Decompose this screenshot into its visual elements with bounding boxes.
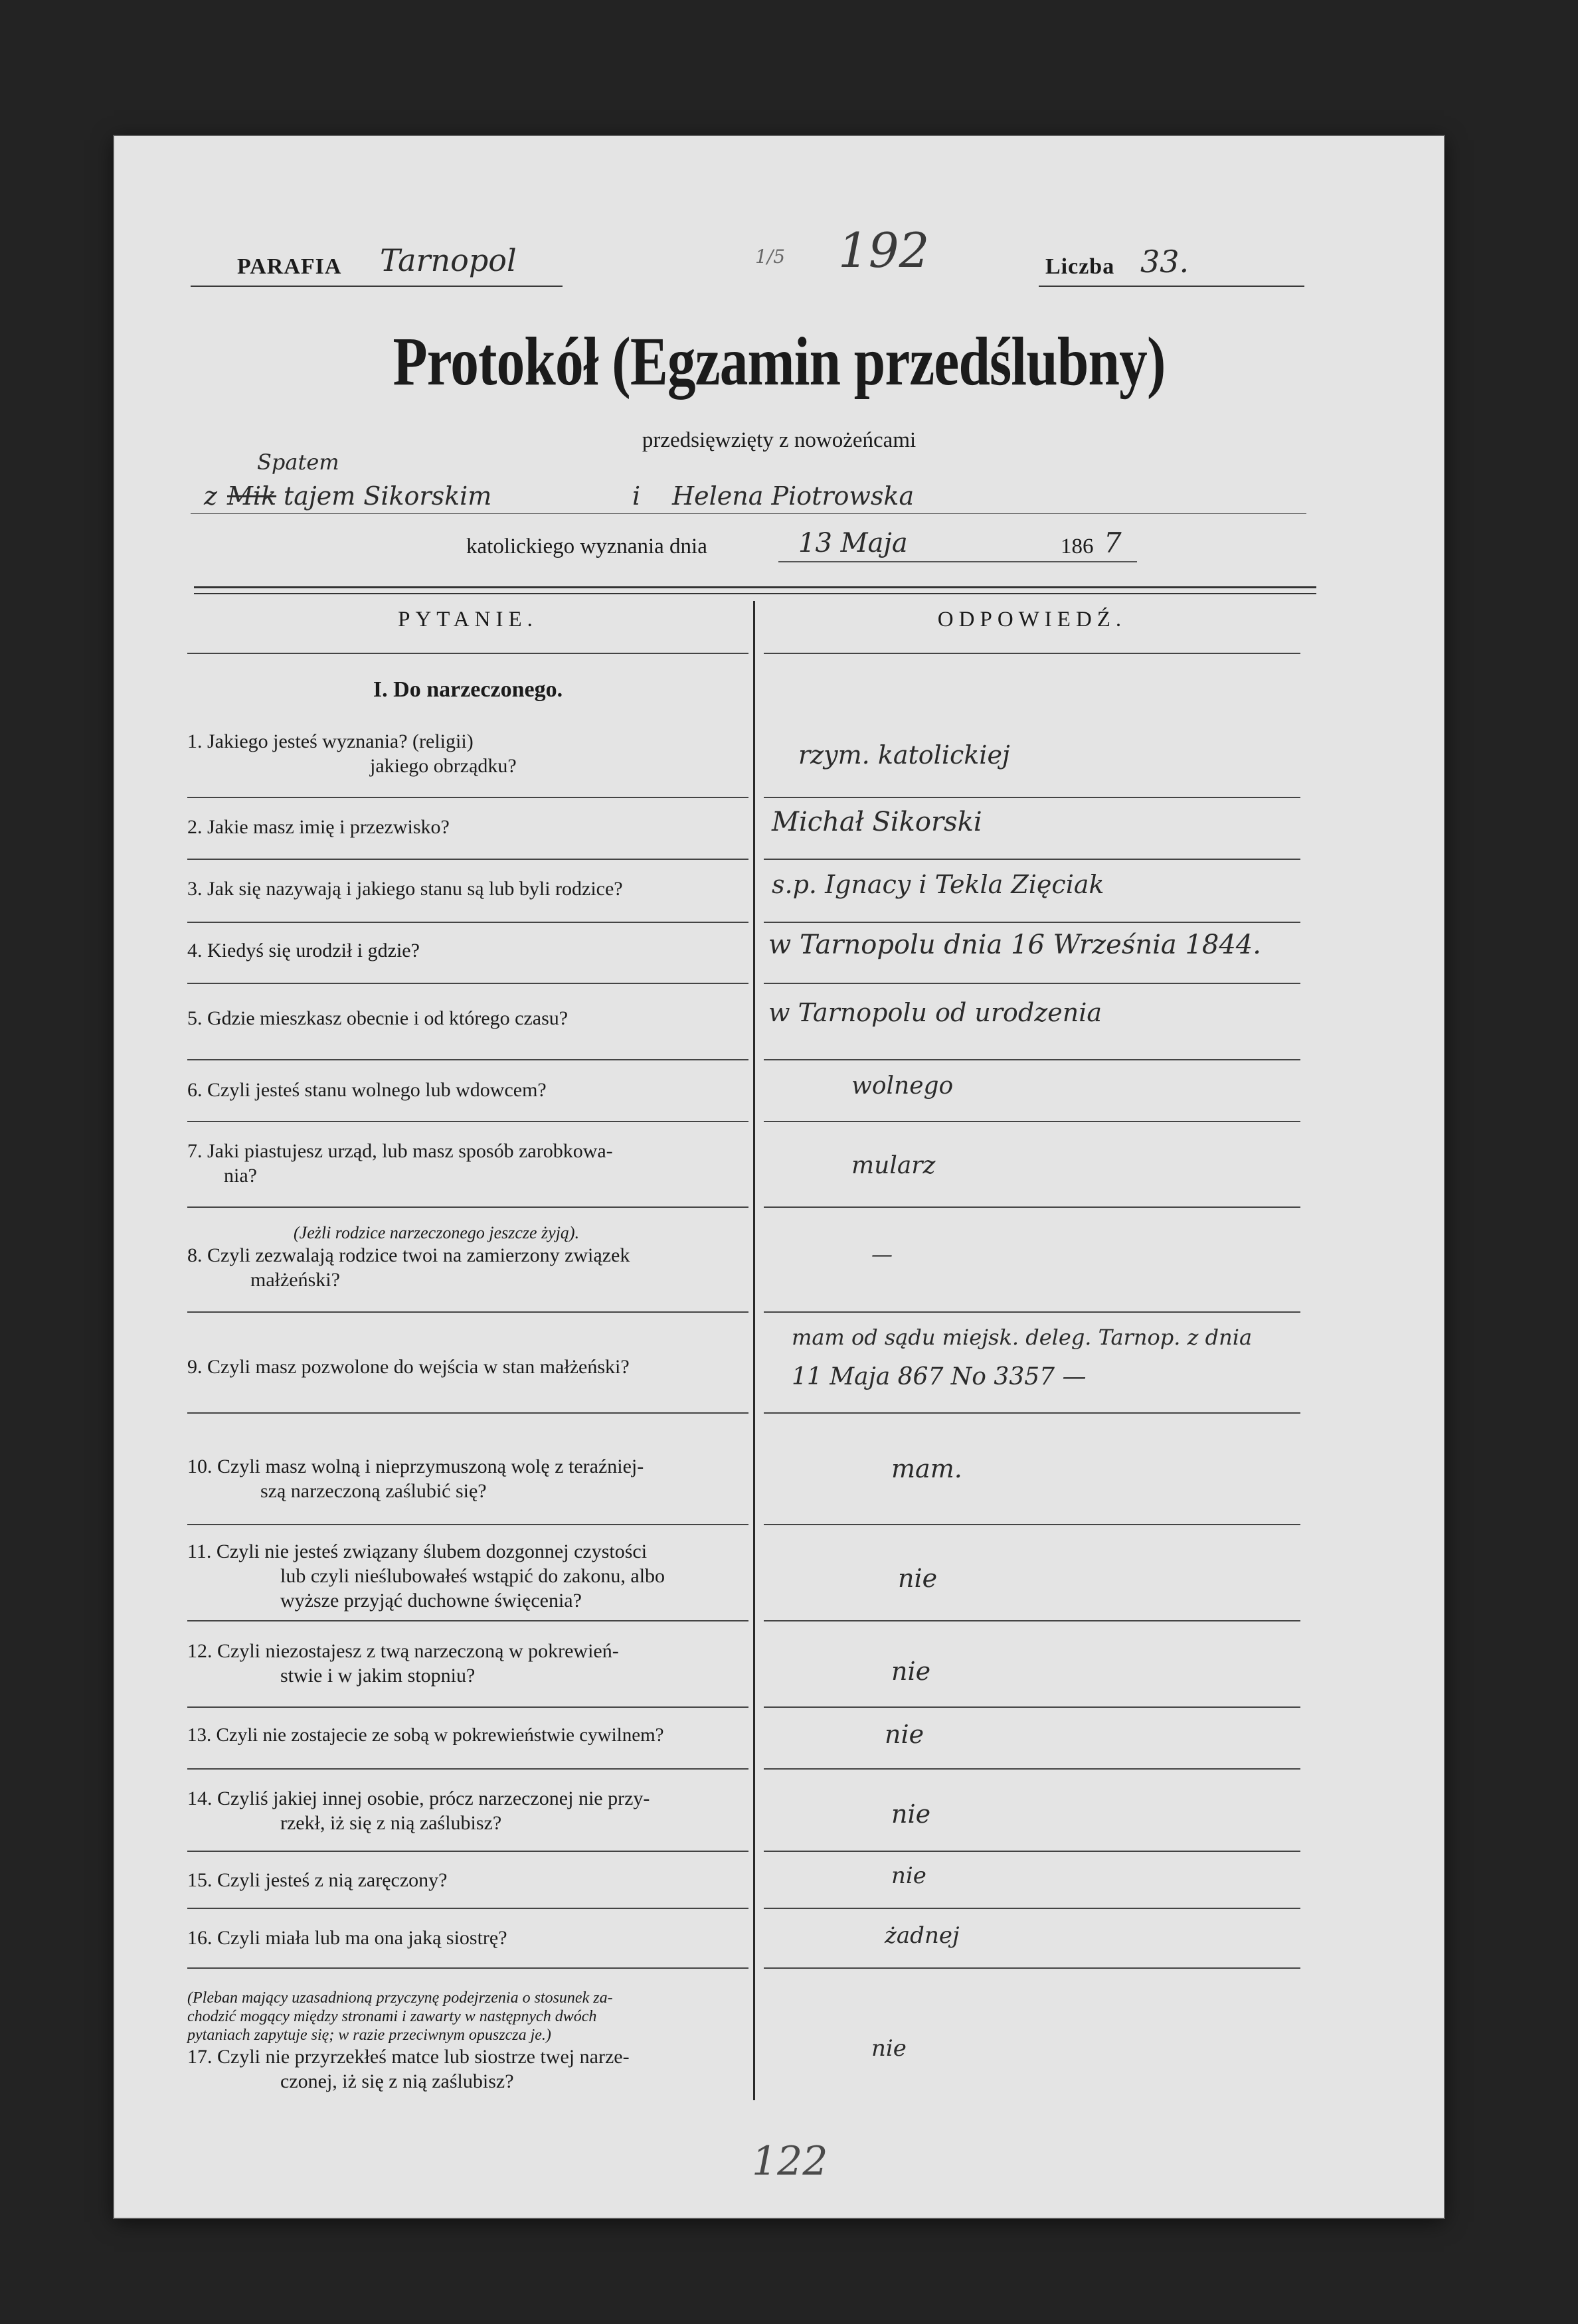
row-divider [187,1768,748,1770]
question-7-text-cont: nia? [224,1165,257,1187]
question-4 [187,938,745,963]
archive-number: 192 [838,222,930,278]
row-divider [764,1311,1300,1313]
liczba-underline [1039,286,1304,287]
footer-page-mark: 122 [752,2138,828,2185]
question-14-text: 14. Czyliś jakiej innej osobie, prócz narzeczonej nie przy- [187,1787,650,1809]
question-5-text: 5. Gdzie mieszkasz obecnie i od którego czasu? [187,1007,569,1029]
row-divider [187,1206,748,1208]
question-7-text: 7. Jaki piastujesz urząd, lub masz sposób zarobkowa- [187,1140,613,1162]
question-14-text-cont: rzekł, iż się z nią zaślubisz? [280,1812,502,1834]
document-title: Protokół (Egzamin przedślubny) [393,323,1166,400]
groom-name-struck: Mik [227,481,277,511]
row-divider [187,1524,748,1525]
answer-8: — [871,1242,893,1267]
row-divider [764,1851,1300,1852]
question-8-note: (Jeżli rodzice narzeczonego jeszcze żyją). [294,1223,580,1242]
question-11-text-cont2: wyższe przyjąć duchowne święcenia? [280,1590,582,1612]
row-divider [764,1524,1300,1525]
liczba-label: Liczba [1045,254,1115,279]
question-8-text-cont: małżeński? [250,1269,340,1291]
question-17-note: (Pleban mający uzasadnioną przyczynę podejrzenia o stosunek za- [187,1989,613,2007]
couple-underline [191,513,1306,514]
question-2-text: 2. Jakie masz imię i przezwisko? [187,816,450,838]
row-divider [764,1908,1300,1909]
column-separator [753,601,755,2100]
couple-conjunction: i [632,481,641,511]
question-15 [187,1868,745,1892]
answer-16: żadnej [885,1922,960,1949]
answer-10: mam. [891,1454,962,1483]
date-underline [778,561,1137,562]
section-title: I. Do narzeczonego. [373,677,563,702]
row-divider [764,1967,1300,1969]
question-7 [187,1139,745,1188]
row-divider [187,1059,748,1060]
question-9 [187,1355,745,1379]
question-12-text-cont: stwie i w jakim stopniu? [280,1665,476,1687]
top-rule-second [194,593,1316,594]
question-17-text: 17. Czyli nie przyrzekłeś matce lub siostrze twej narze- [187,2046,630,2068]
question-6-text: 6. Czyli jesteś stanu wolnego lub wdowcem? [187,1079,547,1101]
answer-3: s.p. Ignacy i Tekla Zięciak [772,870,1104,899]
answer-17: nie [871,2035,907,2062]
date-line-label: katolickiego wyznania dnia [466,535,707,558]
row-divider [187,1908,748,1909]
question-10 [187,1454,745,1503]
answer-1: rzym. katolickiej [798,740,1010,770]
answer-6: wolnego [851,1072,954,1100]
date-day-month: 13 Maja [798,528,908,558]
parafia-label: PARAFIA [237,254,342,279]
answer-9: mam od sądu miejsk. deleg. Tarnop. z dnia [792,1325,1253,1350]
row-divider [764,1768,1300,1770]
answer-column-header: ODPOWIEDŹ. [937,608,1127,631]
row-divider [187,1121,748,1122]
answer-7: mularz [851,1152,936,1179]
answer-15: nie [891,1863,926,1889]
answer-9-line-2: 11 Maja 867 No 3357 — [792,1363,1087,1390]
bride-name: Helena Piotrowska [672,481,915,511]
row-divider [764,983,1300,984]
question-17-text-cont: czonej, iż się z nią zaślubisz? [280,2070,514,2092]
question-8-text: 8. Czyli zezwalają rodzice twoi na zamierzony związek [187,1244,630,1266]
question-16-text: 16. Czyli miała lub ma ona jaką siostrę? [187,1927,507,1949]
row-divider [764,1706,1300,1708]
row-divider [187,1967,748,1969]
couple-prefix: z [204,481,218,511]
row-divider [764,1620,1300,1621]
question-13-text: 13. Czyli nie zostajecie ze sobą w pokrewieństwie cywilnem? [187,1724,664,1746]
header-divider-left [187,653,748,654]
row-divider [764,1412,1300,1414]
answer-12: nie [891,1657,931,1686]
date-year-handwritten: 7 [1104,527,1122,559]
row-divider [764,922,1300,923]
groom-name-insertion: Spatem [257,450,339,475]
question-2 [187,815,745,839]
question-5 [187,1006,745,1031]
question-1 [187,729,745,778]
question-11-text: 11. Czyli nie jesteś związany ślubem dozgonnej czystości [187,1540,648,1562]
row-divider [187,922,748,923]
question-1-text-cont: jakiego obrządku? [370,755,517,777]
question-4-text: 4. Kiedyś się urodził i gdzie? [187,940,420,961]
question-3-text: 3. Jak się nazywają i jakiego stanu są lub byli rodzice? [187,878,623,900]
question-column-header: PYTANIE. [398,608,538,631]
row-divider [187,1412,748,1414]
question-6 [187,1078,745,1102]
small-mark: 1/5 [755,246,786,268]
answer-5: w Tarnopolu od urodzenia [768,998,1102,1027]
question-1-text: 1. Jakiego jesteś wyznania? (religii) [187,730,474,752]
parafia-value: Tarnopol [380,242,517,278]
parafia-underline [191,286,563,287]
row-divider [187,1706,748,1708]
question-17-note-cont2: pytaniach zapytuje się; w razie przeciwnym opuszcza je.) [187,2027,551,2044]
row-divider [187,797,748,798]
question-16 [187,1926,745,1950]
groom-name: tajem Sikorskim [284,481,492,511]
document-page [114,136,1444,2218]
row-divider [187,1620,748,1621]
answer-11: nie [898,1564,938,1593]
question-12 [187,1639,745,1688]
row-divider [187,983,748,984]
top-rule [194,586,1316,588]
question-13 [187,1723,752,1748]
header-divider-right [764,653,1300,654]
row-divider [764,1121,1300,1122]
question-14 [187,1786,745,1835]
row-divider [764,1206,1300,1208]
row-divider [764,797,1300,798]
question-10-text-cont: szą narzeczoną zaślubić się? [260,1480,487,1502]
date-year-printed: 186 [1061,535,1094,558]
question-11 [187,1539,745,1613]
question-11-text-cont: lub czyli nieślubowałeś wstąpić do zakonu, albo [280,1565,665,1587]
liczba-value: 33. [1140,244,1189,280]
question-9-text: 9. Czyli masz pozwolone do wejścia w stan małżeński? [187,1356,630,1378]
question-8 [187,1223,745,1292]
question-3 [187,876,745,901]
question-10-text: 10. Czyli masz wolną i nieprzymuszoną wolę z teraźniej- [187,1455,644,1477]
answer-13: nie [885,1720,924,1749]
row-divider [187,1311,748,1313]
document-subtitle: przedsięwzięty z nowożeńcami [642,428,917,452]
question-12-text: 12. Czyli niezostajesz z twą narzeczoną w pokrewień- [187,1640,619,1662]
answer-14: nie [891,1799,931,1829]
row-divider [764,1059,1300,1060]
question-15-text: 15. Czyli jesteś z nią zaręczony? [187,1869,448,1891]
answer-4: w Tarnopolu dnia 16 Września 1844. [768,930,1261,960]
question-17-note-cont: chodzić mogący między stronami i zawarty w następnych dwóch [187,2008,597,2025]
row-divider [764,859,1300,860]
question-17 [187,1989,745,2094]
row-divider [187,859,748,860]
row-divider [187,1851,748,1852]
answer-2: Michał Sikorski [772,807,982,837]
